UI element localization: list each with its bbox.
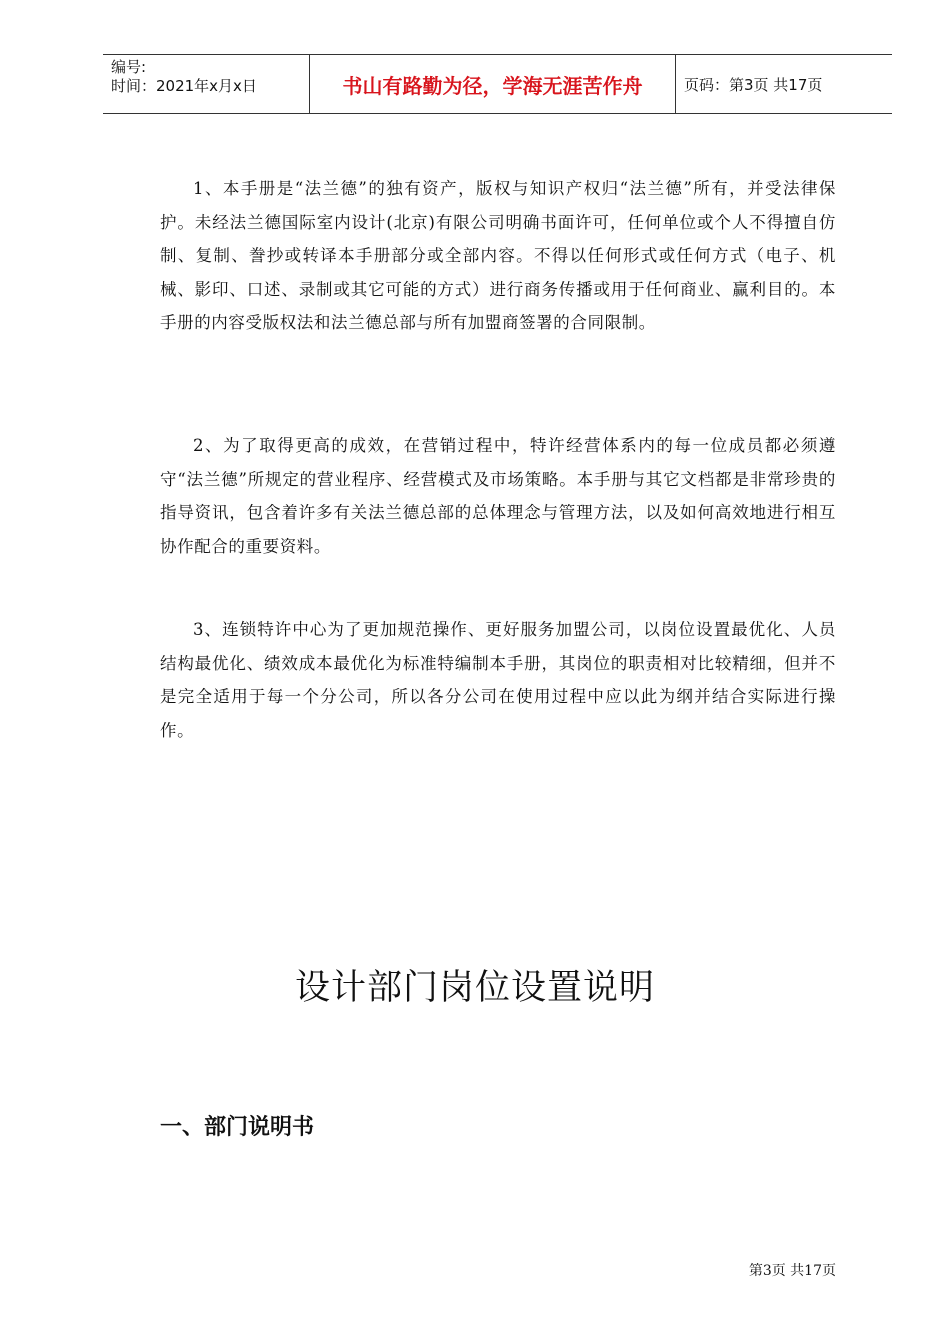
section-heading: 一、部门说明书	[160, 1115, 315, 1140]
paragraph-compliance: 2、为了取得更高的成效，在营销过程中，特许经营体系内的每一位成员都必须遵守“法兰德”所规定的营业程序、经营模式及市场策略。本手册与其它文档都是非常珍贵的指导资讯，包含着许多有关法兰德总部的总体理念与管理方法，以及如何高效地进行相互协作配合的重要资料。	[160, 436, 836, 556]
paragraph-purpose: 3、连锁特许中心为了更加规范操作、更好服务加盟公司，以岗位设置最优化、人员结构最优化、绩效成本最优化为标准特编制本手册，其岗位的职责相对比较精细，但并不是完全适用于每一个分公司，所以各分公司在使用过程中应以此为纲并结合实际进行操作。	[160, 620, 836, 740]
page-title: 设计部门岗位设置说明	[294, 968, 655, 1008]
document-date: 时间：2021年x月x日	[111, 77, 257, 95]
header-page-info: 页码：第3页 共17页	[684, 75, 823, 94]
page-header	[103, 54, 892, 114]
header-motto: 书山有路勤为径，学海无涯苦作舟	[309, 55, 676, 113]
paragraph-copyright: 1、本手册是“法兰德”的独有资产，版权与知识产权归“法兰德”所有，并受法律保护。未经法兰德国际室内设计(北京)有限公司明确书面许可，任何单位或个人不得擅自仿制、复制、誊抄或转译本手册部分或全部内容。不得以任何形式或任何方式（电子、机械、影印、口述、录制或其它可能的方式）进行商务传播或用于任何商业、赢利目的。本手册的内容受版权法和法兰德总部与所有加盟商签署的合同限制。	[160, 179, 836, 332]
page-footer-number: 第3页 共17页	[748, 1263, 836, 1279]
document-number-label: 编号:	[111, 58, 147, 76]
header-meta	[103, 55, 309, 113]
